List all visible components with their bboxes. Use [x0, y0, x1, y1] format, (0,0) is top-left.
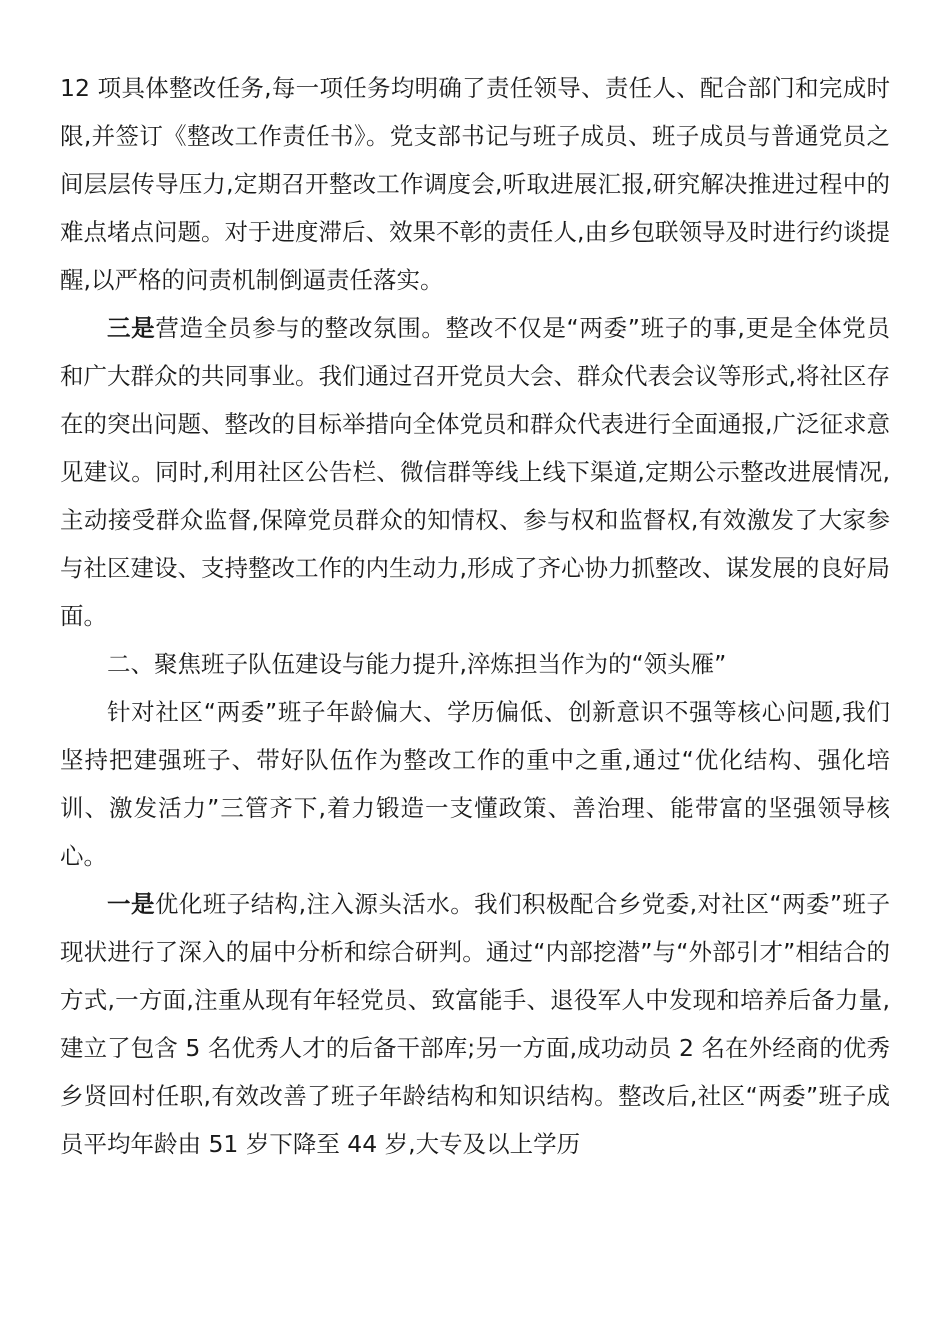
document-page — [60, 64, 890, 1168]
paragraph-lead: 一是 — [107, 890, 155, 918]
paragraph-structure — [60, 880, 890, 1168]
paragraph-participation — [60, 304, 890, 640]
paragraph-lead: 三是 — [107, 314, 156, 342]
paragraph-body: 营造全员参与的整改氛围。整改不仅是“两委”班子的事,更是全体党员和广大群众的共同事业。我们通过召开党员大会、群众代表会议等形式,将社区存在的突出问题、整改的目标举措向全体党员和群众代表进行全面通报,广泛征求意见建议。同时,利用社区公告栏、微信群等线上线下渠道,定期公示整改进展情况,主动接受群众监督,保障党员群众的知情权、参与权和监督权,有效激发了大家参与社区建设、支持整改工作的内生动力,形成了齐心协力抓整改、谋发展的良好局面。 — [60, 314, 890, 630]
paragraph-body: 优化班子结构,注入源头活水。我们积极配合乡党委,对社区“两委”班子现状进行了深入的届中分析和综合研判。通过“内部挖潜”与“外部引才”相结合的方式,一方面,注重从现有年轻党员、致富能手、退役军人中发现和培养后备力量,建立了包含 5 名优秀人才的后备干部库;另一方面,成功动员 2 名在外经商的优秀乡贤回村任职,有效改善了班子年龄结构和知识结构。整改后,社区“两委”班子成员平均年龄由 51 岁下降至 44 岁,大专及以上学历 — [60, 890, 891, 1158]
paragraph-team-building: 针对社区“两委”班子年龄偏大、学历偏低、创新意识不强等核心问题,我们坚持把建强班子、带好队伍作为整改工作的重中之重,通过“优化结构、强化培训、激发活力”三管齐下,着力锻造一支懂政策、善治理、能带富的坚强领导核心。 — [60, 698, 890, 870]
paragraph-responsibility: 12 项具体整改任务,每一项任务均明确了责任领导、责任人、配合部门和完成时限,并签订《整改工作责任书》。党支部书记与班子成员、班子成员与普通党员之间层层传导压力,定期召开整改工作调度会,听取进展汇报,研究解决推进过程中的难点堵点问题。对于进度滞后、效果不彰的责任人,由乡包联领导及时进行约谈提醒,以严格的问责机制倒逼责任落实。 — [60, 74, 890, 294]
section-heading: 二、聚焦班子队伍建设与能力提升,淬炼担当作为的“领头雁” — [107, 650, 727, 678]
